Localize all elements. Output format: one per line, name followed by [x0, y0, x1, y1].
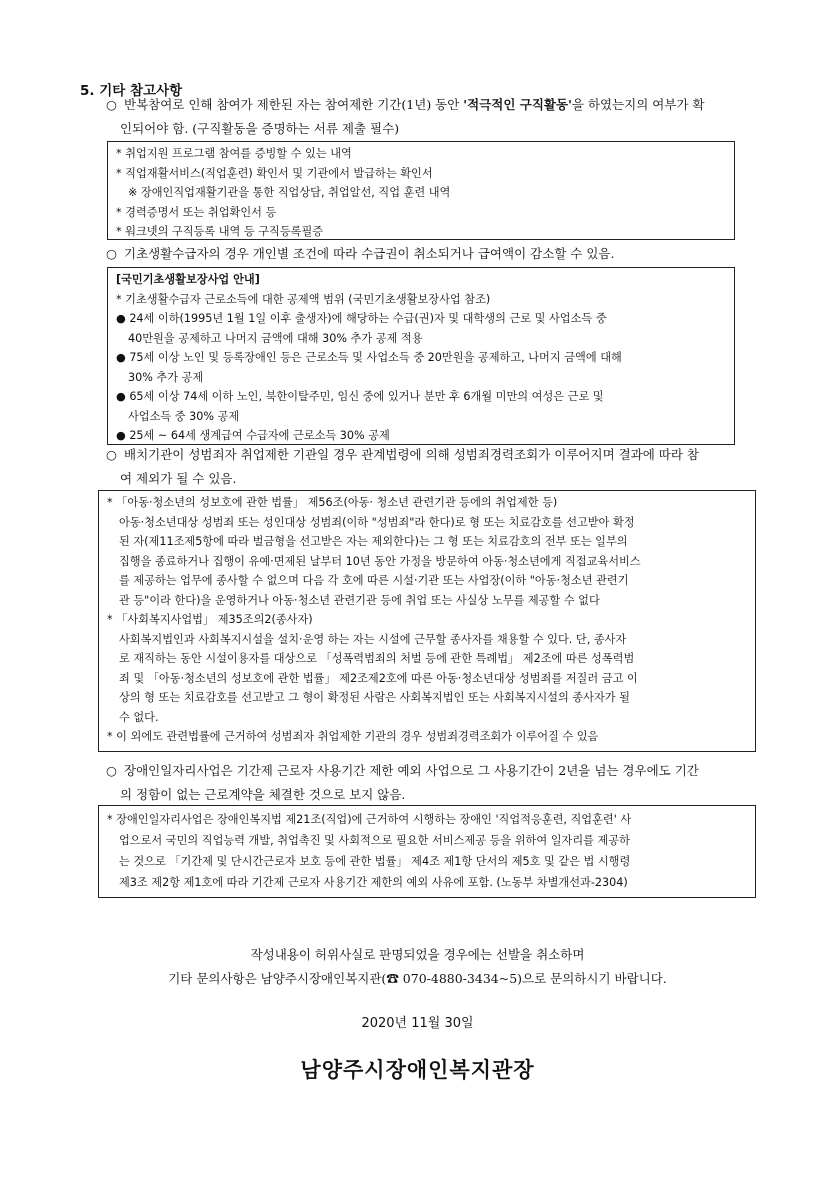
section-title: 5. 기타 참고사항 — [80, 83, 183, 99]
paragraph-participation-limit: ○ 반복참여로 인해 참여가 제한된 자는 참여제한 기간(1년) 동안 '적극적인 구직활동'을 하였는지의 여부가 확 인되어야 함. (구직활동을 증명하는 서류 제출 필수) — [106, 93, 756, 141]
deduction-item-cont: 30% 추가 공제 — [128, 370, 204, 384]
paragraph-basic-livelihood: ○ 기초생활수급자의 경우 개인별 조건에 따라 수급권이 취소되거나 급여액이 감소할 수 있음. — [106, 242, 756, 266]
deduction-item: ● 65세 이상 74세 이하 노인, 북한이탈주민, 임신 중에 있거나 분만 후 6개월 미만의 여성은 근로 및 — [116, 390, 604, 403]
employment-restriction-law-box — [98, 490, 756, 752]
document-date: 2020년 11월 30일 — [361, 1016, 474, 1031]
basic-livelihood-info-box — [107, 267, 735, 445]
box-text: 업으로서 국민의 직업능력 개발, 취업촉진 및 사회적으로 필요한 서비스제공 등을 위하여 일자리를 제공하 — [119, 834, 630, 847]
law-text: 집행을 종료하거나 집행이 유예·면제된 날부터 10년 동안 가정을 방문하여 아동·청소년에게 직접교육서비스 — [119, 554, 641, 568]
law-heading: * 「사회복지사업법」 제35조의2(종사자) — [107, 613, 313, 626]
box-title: [국민기초생활보장사업 안내] — [116, 273, 260, 286]
law-text: 죄 및 「아동·청소년의 성보호에 관한 법률」 제2조제2호에 따른 아동·청소년대상 성범죄를 저질러 금고 이 — [119, 671, 638, 685]
phone-icon: ☎ — [386, 971, 399, 986]
footer-notice: 작성내용이 허위사실로 판명되었을 경우에는 선발을 취소하며 — [250, 947, 585, 962]
law-heading: * 「아동·청소년의 성보호에 관한 법률」 제56조(아동· 청소년 관련기관 등에의 취업제한 등) — [107, 496, 558, 509]
law-text: 사회복지법인과 사회복지시설을 설치·운영 하는 자는 시설에 근무할 종사자를 채용할 수 있다. 단, 종사자 — [119, 632, 627, 646]
footer-contact: 기타 문의사항은 남양주시장애인복지관(☎ 070-4880-3434~5)으로 문의하시기 바랍니다. — [168, 971, 667, 986]
bullet-circle: ○ — [106, 447, 117, 462]
bullet-circle: ○ — [106, 97, 117, 112]
evidence-item: * 워크넷의 구직등록 내역 등 구직등록필증 — [116, 225, 324, 238]
deduction-item-cont: 40만원을 공제하고 나머지 금액에 대해 30% 추가 공제 적용 — [128, 331, 423, 345]
law-text: 관 등"이라 한다)을 운영하거나 아동·청소년 관련기관 등에 취업 또는 사실상 노무를 제공할 수 없다 — [119, 593, 600, 607]
evidence-item: * 직업재활서비스(직업훈련) 확인서 및 기관에서 발급하는 확인서 — [116, 166, 433, 180]
law-text: 로 재직하는 동안 시설이용자를 대상으로 「성폭력범죄의 처벌 등에 관한 특례법」 제2조에 따른 성폭력범 — [119, 652, 635, 665]
job-search-evidence-box — [107, 141, 735, 240]
signature-title: 남양주시장애인복지관장 — [300, 1057, 535, 1082]
deduction-item-cont: 사업소득 중 30% 공제 — [128, 409, 240, 423]
box-text: 는 것으로 「기간제 및 단시간근로자 보호 등에 관한 법률」 제4조 제1항 단서의 제5호 및 같은 법 시행령 — [119, 855, 631, 868]
deduction-item: ● 24세 이하(1995년 1월 1일 이후 출생자)에 해당하는 수급(권)자 및 대학생의 근로 및 사업소득 중 — [116, 312, 607, 325]
law-text: 된 자(제11조제5항에 따라 벌금형을 선고받은 자는 제외한다)는 그 형 또는 치료감호의 전부 또는 일부의 — [119, 535, 628, 548]
bullet-circle: ○ — [106, 763, 117, 778]
box-text: 제3조 제2항 제1호에 따라 기간제 근로자 사용기간 제한의 예외 사유에 포함. (노동부 차별개선과-2304) — [119, 876, 628, 889]
law-heading: * 이 외에도 관련법률에 근거하여 성범죄자 취업제한 기관의 경우 성범죄경력조회가 이루어질 수 있음 — [107, 730, 599, 743]
evidence-item: ※ 장애인직업재활기관을 통한 직업상담, 취업알선, 직업 훈련 내역 — [128, 186, 451, 199]
paragraph-fixed-term-exception: ○ 장애인일자리사업은 기간제 근로자 사용기간 제한 예외 사업으로 그 사용기간이 2년을 넘는 경우에도 기간 의 정함이 없는 근로계약을 체결한 것으로 보지 않음. — [106, 759, 756, 807]
box-intro: * 기초생활수급자 근로소득에 대한 공제액 범위 (국민기초생활보장사업 참조) — [116, 292, 491, 306]
deduction-item: ● 25세 ~ 64세 생계급여 수급자에 근로소득 30% 공제 — [116, 429, 390, 442]
law-text: 를 제공하는 업무에 종사할 수 없으며 다음 각 호에 따른 시설·기관 또는 사업장(이하 "아동·청소년 관련기 — [119, 574, 629, 587]
deduction-item: ● 75세 이상 노인 및 등록장애인 등은 근로소득 및 사업소득 중 20만원을 공제하고, 나머지 금액에 대해 — [116, 351, 622, 364]
fixed-term-exception-box — [98, 805, 756, 898]
law-text: 상의 형 또는 치료감호를 선고받고 그 형이 확정된 사람은 사회복지법인 또는 사회복지시설의 종사자가 될 — [119, 691, 630, 704]
evidence-item: * 경력증명서 또는 취업확인서 등 — [116, 205, 277, 219]
paragraph-sex-offender-check: ○ 배치기관이 성범죄자 취업제한 기관일 경우 관계법령에 의해 성범죄경력조회가 이루어지며 결과에 따라 참 여 제외가 될 수 있음. — [106, 443, 756, 491]
law-text: 아동·청소년대상 성범죄 또는 성인대상 성범죄(이하 "성범죄"라 한다)로 형 또는 치료감호를 선고받아 확정 — [119, 515, 635, 529]
bullet-circle: ○ — [106, 246, 117, 261]
box-text: * 장애인일자리사업은 장애인복지법 제21조(직업)에 근거하여 시행하는 장애인 '직업적응훈련, 직업훈련' 사 — [107, 813, 632, 826]
evidence-item: * 취업지원 프로그램 참여를 증빙할 수 있는 내역 — [116, 147, 352, 160]
law-text: 수 없다. — [119, 710, 159, 724]
